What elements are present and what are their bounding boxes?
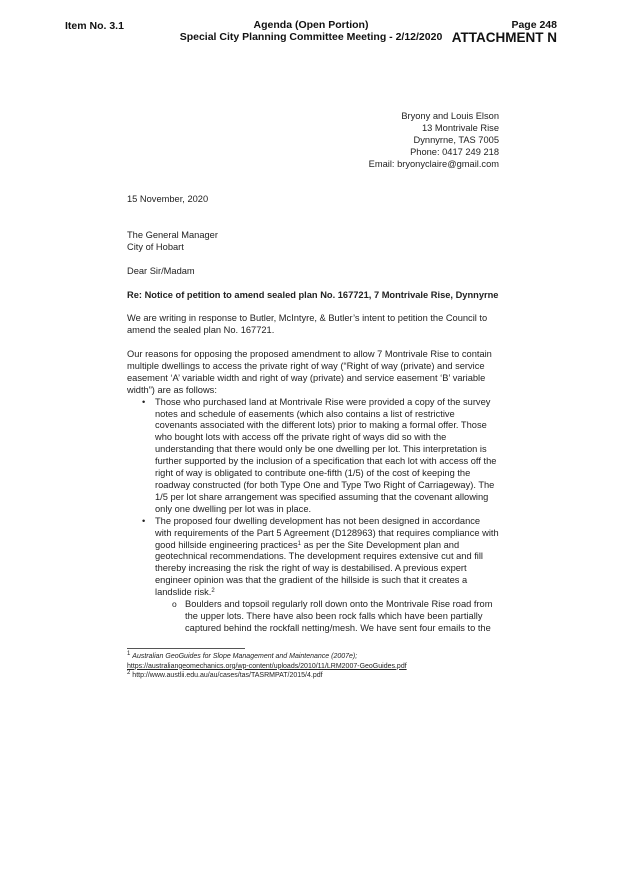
bullet-2-text-a: The proposed four dwelling development has not been designed in accordance with requirements of the Part 5 Agreement (D128963) that requires compliance with good hillside engineering practices bbox=[155, 515, 499, 550]
sender-name: Bryony and Louis Elson bbox=[401, 111, 499, 121]
letter-date: 15 November, 2020 bbox=[127, 194, 209, 205]
recipient-title: The General Manager bbox=[127, 230, 218, 240]
subject-line: Re: Notice of petition to amend sealed plan No. 167721, 7 Montrivale Rise, Dynnyrne bbox=[127, 289, 499, 300]
sender-phone: Phone: 0417 249 218 bbox=[410, 146, 499, 157]
footnote-1-number: 1 bbox=[127, 651, 131, 657]
agenda-title: Agenda (Open Portion) bbox=[253, 19, 369, 31]
list-item bbox=[127, 397, 499, 516]
page-number: Page 248 bbox=[511, 19, 557, 31]
bullet-2-text-b: as per the Site Development plan and geotechnical recommendations. The development requires extensive cut and fill thereby increasing the risk the right of way is destabilised. A previous expert engineer opinion was that the gradient of the hillside is such that it creates a landslide risk. bbox=[155, 539, 483, 598]
footnotes bbox=[127, 652, 527, 681]
footnote-1-title: Australian GeoGuides for Slope Management and Maintenance (2007e); bbox=[132, 653, 358, 660]
paragraph-2: Our reasons for opposing the proposed amendment to allow 7 Montrivale Rise to contain multiple dwellings to access the private right of way (“Right of way (private) and service easement ‘A’ variable width and right of way (private) and service easement ‘B’ variable width”) are as follows: bbox=[127, 349, 492, 395]
sender-suburb: Dynnyrne, TAS 7005 bbox=[413, 134, 499, 145]
footnote-2 bbox=[127, 671, 527, 681]
item-number: Item No. 3.1 bbox=[65, 20, 124, 32]
footnote-2-link[interactable]: http://www.austlii.edu.au/au/cases/tas/TASRMPAT/2015/4.pdf bbox=[132, 672, 323, 680]
footnote-ref-2[interactable]: 2 bbox=[211, 588, 215, 595]
sub-list bbox=[155, 599, 499, 635]
sub-list-item bbox=[155, 599, 499, 635]
sender-street: 13 Montrivale Rise bbox=[422, 122, 499, 133]
paragraph-1: We are writing in response to Butler, McIntyre, & Butler’s intent to petition the Council to amend the sealed plan No. 167721. bbox=[127, 313, 488, 336]
letter-body bbox=[127, 111, 499, 635]
meeting-title: Special City Planning Committee Meeting - 2/12/2020 bbox=[179, 30, 443, 43]
footnote-divider bbox=[127, 648, 245, 649]
sub-bullet-1-text: Boulders and topsoil regularly roll down onto the Montrivale Rise road from the upper lots. There have also been rock falls which have been partially captured behind the rockfall netting/mesh. We have sent four emails to the bbox=[185, 599, 493, 633]
reasons-list bbox=[127, 397, 499, 635]
sender-email: Email: bryonyclaire@gmail.com bbox=[368, 158, 499, 169]
footnote-2-number: 2 bbox=[127, 670, 131, 677]
bullet-1-text: Those who purchased land at Montrivale Rise were provided a copy of the survey notes and schedule of easements (which also contains a list of restrictive covenants associated with the different lots) prior to making a formal offer. Those who bought lots with access off the private right of ways did so with the understanding that there would only be one dwelling per lot. This interpretation is further supported by the inclusion of a specification that each lot with access off the right of way is obligated to contribute one-fifth (1/5) of the cost of keeping the roadway constructed (for both Type One and Type Two Right of Carriageway). The 1/5 per lot share arrangement was specified assuming that the covenant allowing only one dwelling per lot was in place. bbox=[155, 396, 497, 514]
recipient-org: City of Hobart bbox=[127, 241, 184, 252]
list-item bbox=[127, 516, 499, 635]
page-header-right bbox=[452, 20, 557, 43]
footnote-1 bbox=[127, 652, 527, 662]
footnote-ref-1[interactable]: 1 bbox=[297, 540, 301, 547]
sender-address bbox=[127, 111, 499, 171]
salutation: Dear Sir/Madam bbox=[127, 265, 195, 276]
footnote-1-link[interactable]: https://australiangeomechanics.org/wp-content/uploads/2010/11/LRM2007-GeoGuides.pdf bbox=[127, 662, 407, 670]
attachment-label: ATTACHMENT N bbox=[451, 29, 557, 45]
